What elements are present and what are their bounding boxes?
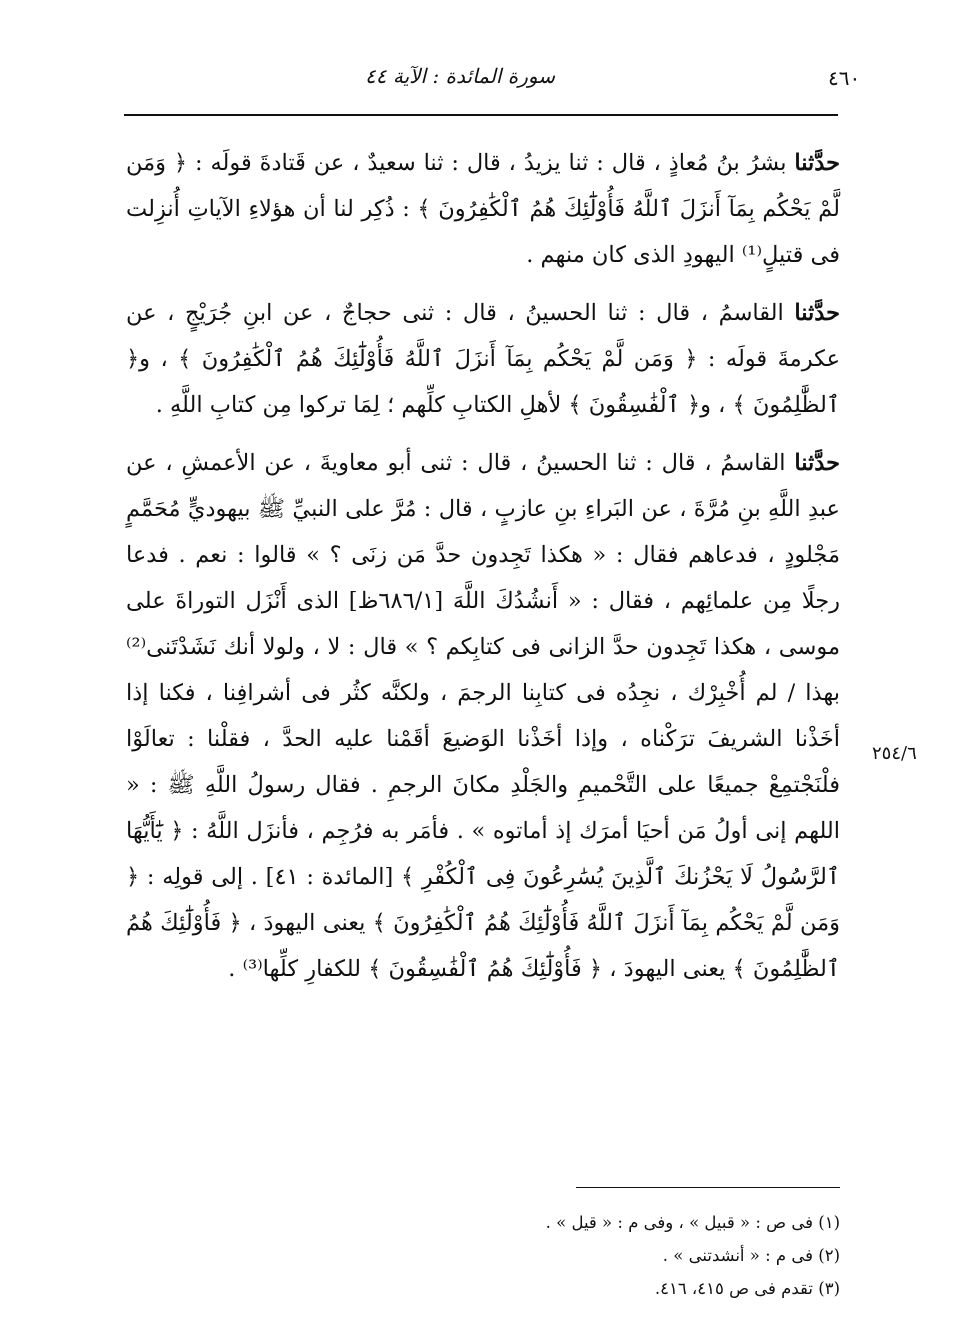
- margin-reference: ٢٥٤/٦: [872, 743, 917, 764]
- running-title: سورة المائدة : الآية ٤٤: [365, 64, 555, 88]
- paragraph-3: [126, 440, 840, 992]
- footnote-1: (١) فى ص : « قبيل » ، وفى م : « قيل » .: [545, 1213, 840, 1232]
- paragraph-lead: حدَّثنا: [794, 450, 840, 476]
- paragraph-1: [126, 140, 840, 278]
- paragraph-lead: حدَّثنا: [794, 150, 840, 176]
- footnote-divider: [576, 1187, 840, 1188]
- paragraph-text: القاسمُ ، قال : ثنا الحسينُ ، قال : ثنى حجاجٌ ، عن ابنِ جُرَيْجٍ ، عن عكرمةَ قولَه : ﴿ وَمَن لَّمْ يَحْكُم بِمَآ أَنزَلَ ٱللَّهُ فَأُوْلَٰٓئِكَ هُمُ ٱلْكَٰفِرُونَ ﴾ ، و﴿ ٱلظَّٰلِمُونَ ﴾ ، و﴿ ٱلْفَٰسِقُونَ ﴾ لأهلِ الكتابِ كلِّهم ؛ لِمَا تركوا مِن كتابِ اللَّهِ .: [126, 300, 840, 418]
- paragraph-lead: حدَّثنا: [794, 300, 840, 326]
- footnotes: [520, 1206, 840, 1305]
- paragraph-text: القاسمُ ، قال : ثنا الحسينُ ، قال : ثنى أبو معاويةَ ، عن الأعمشِ ، عن عبدِ اللَّهِ بنِ مُرَّةَ ، عن البَراءِ بنِ عازبٍ ، قال : مُرَّ على النبيِّ ﷺ بيهوديٍّ مُحَمَّمٍ مَجْلودٍ ، فدعاهم فقال : « هكذا تَجِدون حدَّ مَن زنَى ؟ » قالوا : نعم . فدعا رجلًا مِن علمائِهم ، فقال : « أَنشُدُكَ اللَّهَ [٦٨٦/١ظ] الذى أَنْزَل التوراةَ على موسى ، هكذا تَجِدون حدَّ الزانى فى كتابِكم ؟ » قال : لا ، ولولا أنك نَشَدْتَنى⁽²⁾ بهذا / لم أُخْبِرْك ، نجِدُه فى كتابِنا الرجمَ ، ولكنَّه كثُر فى أشرافِنا ، فكنا إذا أخَذْنا الشريفَ ترَكْناه ، وإذا أخَذْنا الوَضيعَ أقَمْنا عليه الحدَّ ، فقلْنا : تعالَوْا فلْنَجْتمِعْ جميعًا على التَّحْميمِ والجَلْدِ مكانَ الرجمِ . فقال رسولُ اللَّهِ ﷺ : « اللهم إنى أولُ مَن أحيَا أمرَك إذ أماتوه » . فأمَر به فرُجِم ، فأنزَل اللَّهُ : ﴿ يَٰٓأَيُّهَا ٱلرَّسُولُ لَا يَحْزُنكَ ٱلَّذِينَ يُسَٰرِعُونَ فِى ٱلْكُفْرِ ﴾ [المائدة : ٤١] . إلى قولِه : ﴿ وَمَن لَّمْ يَحْكُم بِمَآ أَنزَلَ ٱللَّهُ فَأُوْلَٰٓئِكَ هُمُ ٱلْكَٰفِرُونَ ﴾ يعنى اليهودَ ، ﴿ فَأُوْلَٰٓئِكَ هُمُ ٱلظَّٰلِمُونَ ﴾ يعنى اليهودَ ، ﴿ فَأُوْلَٰٓئِكَ هُمُ ٱلْفَٰسِقُونَ ﴾ للكفارِ كلِّها⁽³⁾ .: [126, 450, 840, 982]
- body-text: [126, 140, 840, 1004]
- footnote-2: (٢) فى م : « أنشدتنى » .: [662, 1246, 840, 1265]
- paragraph-2: [126, 290, 840, 428]
- footnote-3: (٣) تقدم فى ص ٤١٥، ٤١٦.: [654, 1279, 840, 1298]
- paragraph-text: بشرُ بنُ مُعاذٍ ، قال : ثنا يزيدُ ، قال : ثنا سعيدٌ ، عن قَتادةَ قولَه : ﴿ وَمَن لَّمْ يَحْكُم بِمَآ أَنزَلَ ٱللَّهُ فَأُوْلَٰٓئِكَ هُمُ ٱلْكَٰفِرُونَ ﴾ : ذُكِر لنا أن هؤلاءِ الآياتِ أُنزِلت فى قتيلٍ⁽¹⁾ اليهودِ الذى كان منهم .: [126, 150, 840, 268]
- page-number: ٤٦٠: [828, 66, 861, 90]
- header-divider: [124, 114, 838, 116]
